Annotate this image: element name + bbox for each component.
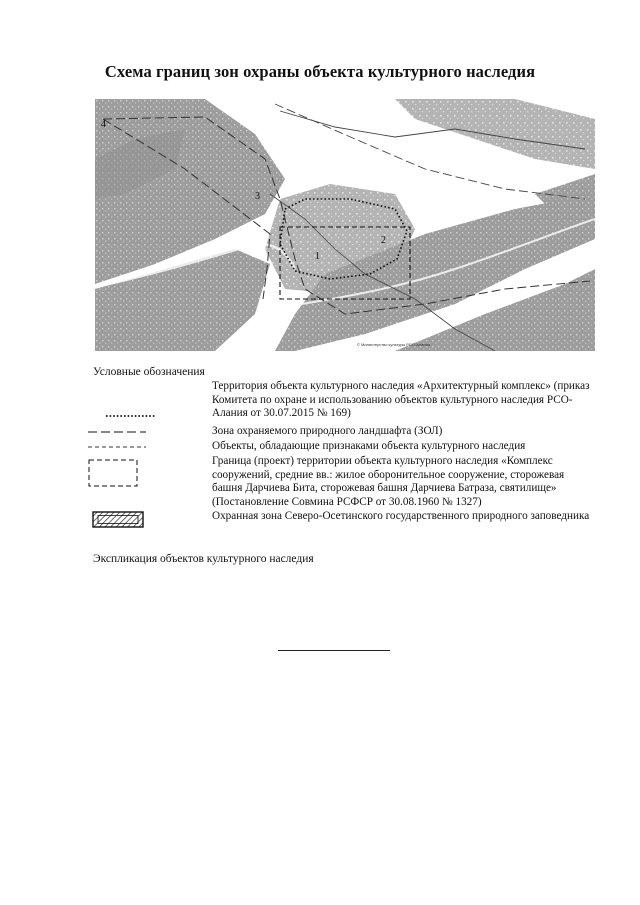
legend-text: Территория объекта культурного наследия «Архитектурный комплекс» (приказ Комитета по охране и использованию объектов культурного наследия РСО-Алания от 30.07.2015 № 169) (212, 380, 590, 420)
legend-text: Охранная зона Северо-Осетинского государственного природного заповедника (212, 510, 590, 522)
dotted-line-symbol (106, 411, 166, 421)
legend-text: Объекты, обладающие признаками объекта культурного наследия (212, 440, 526, 452)
explication-heading: Экспликация объектов культурного наследия (93, 553, 314, 565)
signature-line (278, 650, 390, 651)
zone-label: 3 (255, 191, 260, 202)
legend-heading: Условные обозначения (93, 366, 205, 378)
zone-label: 1 (315, 251, 320, 262)
terrain-shading (95, 99, 595, 351)
legend-text: Граница (проект) территории объекта культурного наследия «Комплекс сооружений, средние вв.: жилое оборонительное сооружение, сторожевая башня Дарчиева Бита, сторожевая башня Дарчиева Батраза, святилище» (Постановление Совмина РСФСР от 30.08.1960 № 1327) (212, 455, 565, 508)
page-title: Схема границ зон охраны объекта культурного наследия (104, 62, 536, 81)
zone-label: 4 (101, 119, 106, 130)
zone-label: 2 (381, 235, 386, 246)
dashed-rectangle-symbol (88, 459, 140, 489)
short-dash-line-symbol (88, 442, 148, 452)
legend-text: Зона охраняемого природного ландшафта (ЗОЛ) (212, 425, 443, 437)
boundary-map (95, 99, 595, 351)
long-dash-line-symbol (88, 427, 148, 437)
hatched-rectangle-symbol (92, 511, 148, 529)
map-footer-note: © Министерство культуры РСО-Алания (357, 342, 431, 347)
